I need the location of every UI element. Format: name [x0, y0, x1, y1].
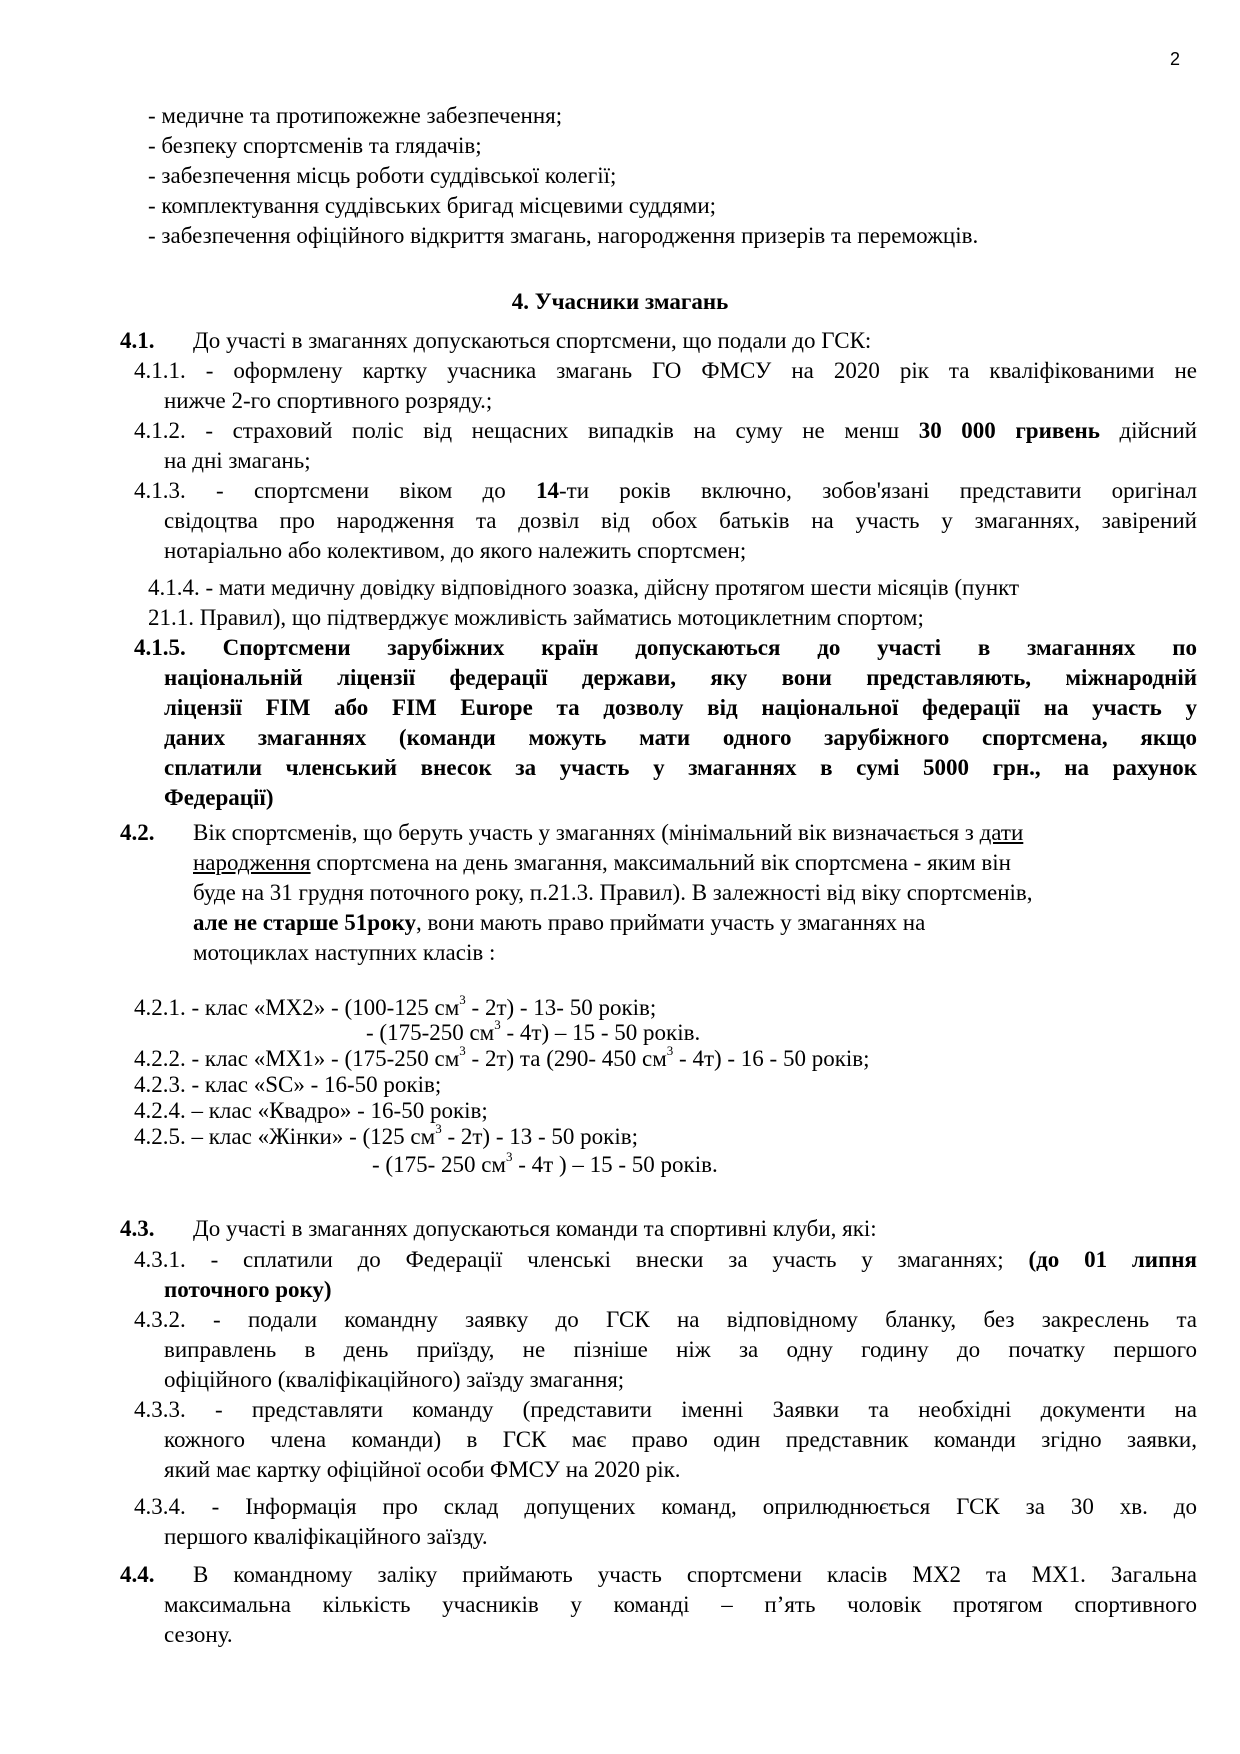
clause-line: свідоцтва про народження та дозвіл від обох батьків на участь у змаганнях, завірений [164, 508, 1197, 533]
clause-number: 4.1.5. [134, 635, 186, 660]
class-line: 4.2.4. – клас «Квадро» - 16-50 років; [134, 1098, 488, 1123]
clause-line: максимальна кількість учасників у команді – п’ять чоловік протягом спортивного [164, 1592, 1197, 1617]
clause-line: 21.1. Правил), що підтверджує можливість займатись мотоциклетним спортом; [148, 605, 924, 630]
clause-number: 4.3.1. [134, 1247, 186, 1272]
clause-line: ліцензії FIM або FIM Europe та дозволу від національної федерації на участь у [164, 695, 1197, 720]
class-text: 4.2.2. - клас «MX1» - (175-250 см [134, 1046, 460, 1071]
class-text: - 4т ) – 15 - 50 років. [512, 1152, 718, 1177]
clause-line: В командному заліку приймають участь спортсмени класів MX2 та MX1. Загальна [193, 1562, 1197, 1587]
page-number: 2 [1170, 49, 1181, 69]
clause-line [134, 1305, 1197, 1335]
intro-item: - комплектування суддівських бригад місцевими суддями; [148, 193, 717, 218]
clause-line: національній ліцензії федерації держави, яку вони представляють, міжнародній [164, 665, 1197, 690]
class-text: - 2т) - 13- 50 років; [465, 995, 657, 1020]
clause-text: -ти років включно, зобов'язані представити оригінал [559, 478, 1198, 503]
clause-line: поточного року) [164, 1277, 332, 1302]
clause-line: Федерації) [164, 785, 274, 810]
clause-line [134, 633, 1197, 663]
clause-text: До участі в змаганнях допускаються спортсмени, що подали до ГСК: [193, 328, 872, 353]
clause-text: - Інформація про склад допущених команд, оприлюднюється ГСК за 30 хв. до [211, 1494, 1197, 1519]
clause-number: 4.1.2. [134, 418, 186, 443]
clause-number: 4.2. [120, 820, 155, 845]
clause-text: - страховий поліс від нещасних випадків на суму не менш [205, 418, 919, 443]
clause-line: офіційного (кваліфікаційного) заїзду змагання; [164, 1367, 625, 1392]
clause-line: який має картку офіційної особи ФМСУ на 2020 рік. [164, 1457, 681, 1482]
clause-text: Спортсмени зарубіжних країн допускаються до участі в змаганнях по [222, 635, 1198, 660]
clause-number: 4.1.1. [134, 358, 186, 383]
age-limit-bold: але не старше 51року [193, 910, 416, 935]
class-line [134, 1122, 638, 1152]
clause-line [134, 1492, 1197, 1522]
amount-bold: 30 000 гривень [918, 418, 1100, 443]
intro-item: - забезпечення місць роботи суддівської колегії; [148, 163, 617, 188]
clause-number: 4.1. [120, 328, 155, 353]
clause-line [134, 1395, 1197, 1425]
clause-text: - подали командну заявку до ГСК на відповідному бланку, без закреслень та [213, 1307, 1197, 1332]
clause-line: виправлень в день приїзду, не пізніше ніж за одну годину до початку першого [164, 1337, 1197, 1362]
underlined-text: дати [979, 820, 1024, 845]
underlined-text: народження [193, 850, 311, 875]
clause-line [134, 356, 1197, 386]
superscript: 3 [435, 1121, 442, 1137]
clause-line: сезону. [164, 1622, 233, 1647]
clause-text: - спортсмени віком до [216, 478, 536, 503]
clause-line: буде на 31 грудня поточного року, п.21.3. Правил). В залежності від віку спортсменів, [193, 880, 1033, 905]
clause-line: мотоциклах наступних класів : [193, 940, 496, 965]
clause-number: 4.3.2. [134, 1307, 186, 1332]
superscript: 3 [459, 992, 466, 1008]
clause-line [134, 1245, 1197, 1275]
clause-number: 4.4. [120, 1562, 155, 1587]
intro-item: - забезпечення офіційного відкриття змагань, нагородження призерів та переможців. [148, 223, 979, 248]
class-text: 4.2.5. – клас «Жінки» - (125 см [134, 1124, 436, 1149]
clause-line [193, 908, 925, 938]
clause-line: на дні змагань; [164, 448, 311, 473]
superscript: 3 [459, 1043, 466, 1059]
clause-number: 4.1.3. [134, 478, 186, 503]
age-bold: 14 [536, 478, 559, 503]
superscript: 3 [666, 1043, 674, 1059]
class-line: 4.2.3. - клас «SC» - 16-50 років; [134, 1072, 442, 1097]
class-text: 4.2.1. - клас «MX2» - (100-125 см [134, 995, 460, 1020]
superscript: 3 [494, 1017, 501, 1033]
clause-line: даних змаганнях (команди можуть мати одного зарубіжного спортсмена, якщо [164, 725, 1197, 750]
clause-text: До участі в змаганнях допускаються команди та спортивні клуби, які: [193, 1216, 877, 1241]
deadline-bold: (до 01 липня [1028, 1247, 1197, 1272]
clause-line: нижче 2-го спортивного розряду.; [164, 388, 493, 413]
superscript: 3 [506, 1149, 513, 1165]
clause-line: 4.1.4. - мати медичну довідку відповідного зоазка, дійсну протягом шести місяців (пункт [148, 575, 1020, 600]
clause-text: - представляти команду (представити іменні Заявки та необхідні документи на [214, 1397, 1198, 1422]
class-text: - 2т) та (290- 450 см [465, 1046, 667, 1071]
clause-text: Вік спортсменів, що беруть участь у змаганнях (мінімальний вік визначається з [193, 820, 980, 845]
intro-item: - медичне та протипожежне забезпечення; [148, 103, 563, 128]
class-text: - (175- 250 см [372, 1152, 506, 1177]
clause-text: , вони мають право приймати участь у змаганнях на [415, 910, 926, 935]
clause-text: дійсний [1099, 418, 1197, 443]
clause-number: 4.3.4. [134, 1494, 186, 1519]
clause-number: 4.3.3. [134, 1397, 186, 1422]
class-line [372, 1150, 718, 1180]
clause-line [134, 476, 1197, 506]
clause-line: кожного члена команди) в ГСК має право один представник команди згідно заявки, [164, 1427, 1197, 1452]
class-text: - (175-250 см [366, 1020, 495, 1045]
clause-text: спортсмена на день змагання, максимальний вік спортсмена - яким він [310, 850, 1011, 875]
clause-line: першого кваліфікаційного заїзду. [164, 1524, 488, 1549]
class-text: - 4т) - 16 - 50 років; [673, 1046, 870, 1071]
class-text: - 2т) - 13 - 50 років; [441, 1124, 638, 1149]
clause-number: 4.3. [120, 1216, 155, 1241]
clause-line [193, 848, 1011, 878]
intro-item: - безпеку спортсменів та глядачів; [148, 133, 482, 158]
section-title: 4. Учасники змагань [511, 289, 729, 314]
clause-text: - оформлену картку учасника змагань ГО ФМСУ на 2020 рік та кваліфікованими не [205, 358, 1197, 383]
clause-line: сплатили членський внесок за участь у змаганнях в сумі 5000 грн., на рахунок [164, 755, 1197, 780]
clause-line: нотаріально або колективом, до якого належить спортсмен; [164, 538, 747, 563]
clause-line [193, 818, 1023, 848]
clause-line [134, 416, 1197, 446]
class-text: - 4т) – 15 - 50 років. [500, 1020, 701, 1045]
clause-text: - сплатили до Федерації членські внески за участь у змаганнях; [210, 1247, 1029, 1272]
